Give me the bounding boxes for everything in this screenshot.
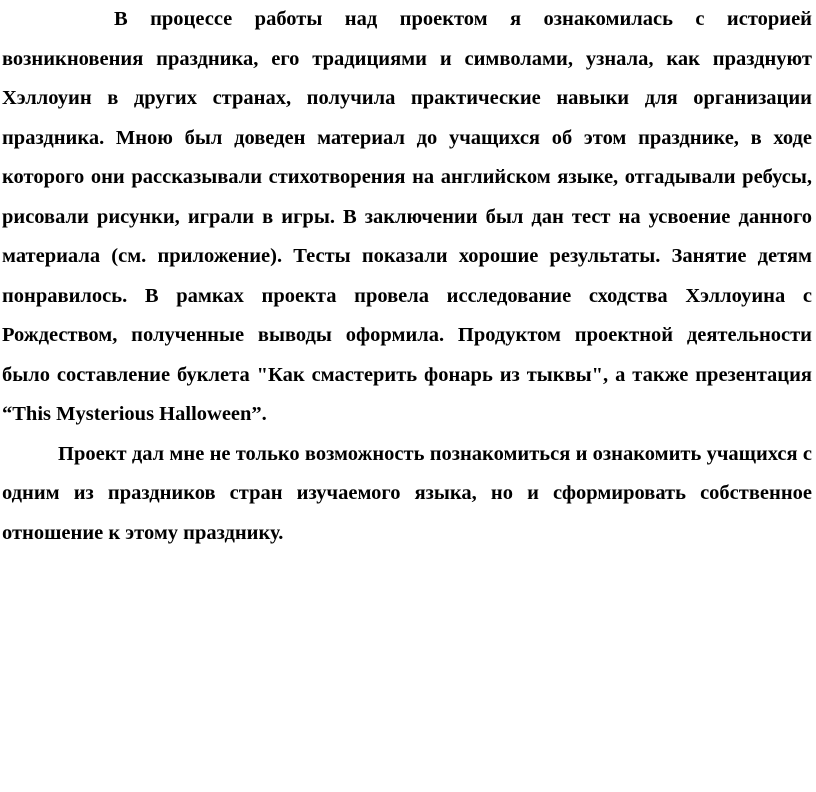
paragraph-2: Проект дал мне не только возможность познакомиться и ознакомить учащихся с одним из праздников стран изучаемого языка, но и сформировать собственное отношение к этому празднику. (2, 442, 812, 544)
document-body (2, 0, 812, 553)
paragraph-1: В процессе работы над проектом я ознакомилась с историей возникновения праздника, его традициями и символами, узнала, как празднуют Хэллоуин в других странах, получила практические навыки для организации праздника. Мною был доведен материал до учащихся об этом празднике, в ходе которого они рассказывали стихотворения на английском языке, отгадывали ребусы, рисовали рисунки, играли в игры. В заключении был дан тест на усвоение данного материала (см. приложение). Тесты показали хорошие результаты. Занятие детям понравилось. В рамках проекта провела исследование сходства Хэллоуина с Рождеством, полученные выводы оформила. Продуктом проектной деятельности было составление буклета "Как смастерить фонарь из тыквы", а также презентация “This Mysterious Halloween”. (2, 8, 812, 425)
